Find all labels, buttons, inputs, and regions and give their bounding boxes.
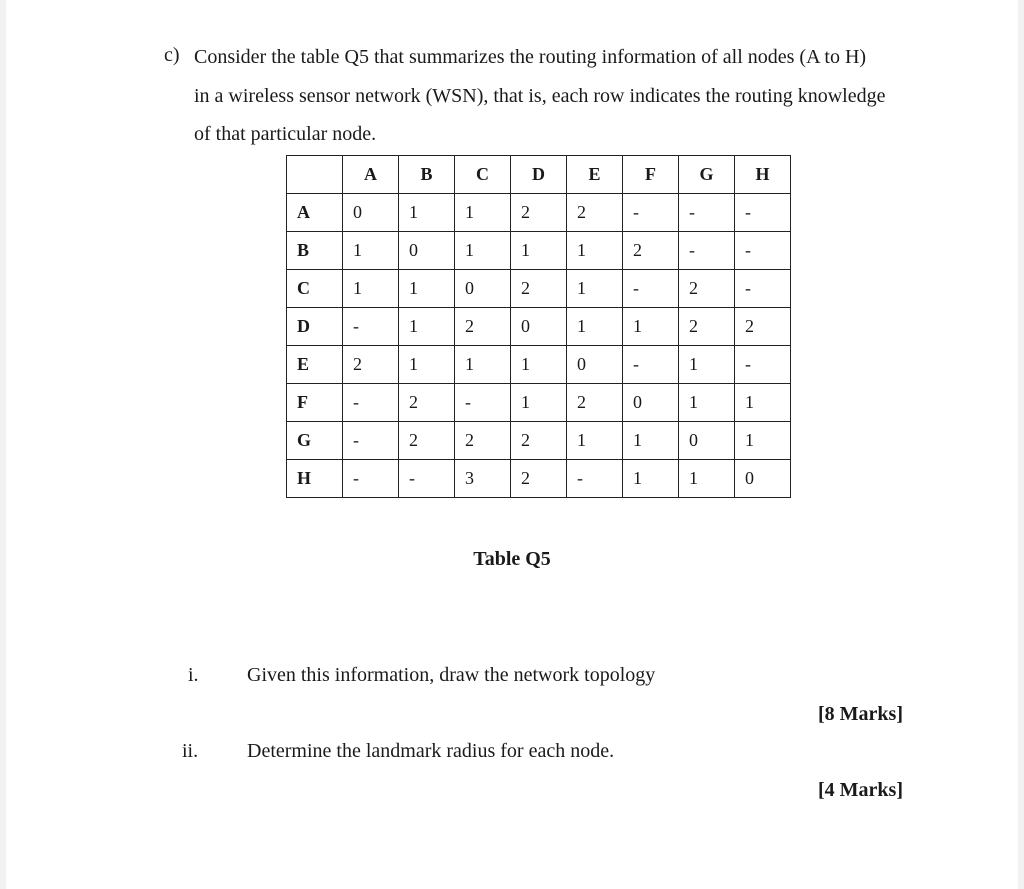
table-cell: - (735, 346, 791, 384)
question-label: c) (164, 44, 180, 66)
table-cell: 1 (679, 384, 735, 422)
column-header: E (567, 156, 623, 194)
routing-table (286, 155, 791, 498)
table-cell: 0 (735, 460, 791, 498)
table-cell: 3 (455, 460, 511, 498)
table-cell: 2 (567, 384, 623, 422)
table-cell: - (455, 384, 511, 422)
table-cell: - (679, 194, 735, 232)
question-line: Consider the table Q5 that summarizes the routing information of all nodes (A to H) (194, 46, 867, 68)
table-header-row (287, 156, 791, 194)
table-cell: - (399, 460, 455, 498)
table-cell: 1 (623, 460, 679, 498)
table-row (287, 270, 791, 308)
table-cell: 1 (399, 308, 455, 346)
column-header: G (679, 156, 735, 194)
table-cell: 1 (343, 232, 399, 270)
table-cell: - (343, 460, 399, 498)
table-cell: 2 (511, 270, 567, 308)
marks-label: [8 Marks] (818, 703, 903, 725)
row-header: F (287, 384, 343, 422)
table-cell: 1 (399, 270, 455, 308)
table-cell: 1 (735, 384, 791, 422)
table-cell: - (623, 346, 679, 384)
table-cell: 2 (399, 384, 455, 422)
table-cell: 1 (511, 232, 567, 270)
table-row (287, 194, 791, 232)
column-header: H (735, 156, 791, 194)
table-cell: 1 (455, 346, 511, 384)
table-cell: 1 (679, 346, 735, 384)
table-cell: 2 (679, 270, 735, 308)
table-cell: 2 (679, 308, 735, 346)
table-cell: - (735, 232, 791, 270)
table-cell: - (343, 422, 399, 460)
table-cell: - (567, 460, 623, 498)
table-cell: 2 (735, 308, 791, 346)
table-cell: 0 (399, 232, 455, 270)
table-cell: 2 (511, 194, 567, 232)
table-cell: 2 (623, 232, 679, 270)
table-cell: 2 (343, 346, 399, 384)
row-header: G (287, 422, 343, 460)
table-cell: - (679, 232, 735, 270)
table-cell: 1 (511, 346, 567, 384)
table-cell: 1 (455, 232, 511, 270)
column-header: D (511, 156, 567, 194)
table-cell: 1 (623, 308, 679, 346)
row-header: B (287, 232, 343, 270)
subquestion-number: ii. (182, 740, 199, 762)
row-header: E (287, 346, 343, 384)
table-cell: - (623, 270, 679, 308)
row-header: A (287, 194, 343, 232)
subquestion-text: Determine the landmark radius for each node. (247, 740, 615, 762)
row-header: D (287, 308, 343, 346)
table-cell: 2 (399, 422, 455, 460)
table-row (287, 232, 791, 270)
table-row (287, 422, 791, 460)
table-row (287, 308, 791, 346)
table-row (287, 346, 791, 384)
table-cell: 1 (511, 384, 567, 422)
table-cell: - (735, 194, 791, 232)
column-header: B (399, 156, 455, 194)
table-cell: 1 (567, 232, 623, 270)
table-cell: 2 (455, 308, 511, 346)
row-header: H (287, 460, 343, 498)
question-text (194, 38, 964, 154)
table-row (287, 384, 791, 422)
subquestion-text: Given this information, draw the network topology (247, 664, 656, 686)
table-cell: 2 (511, 460, 567, 498)
table-cell: 1 (679, 460, 735, 498)
question-line: of that particular node. (194, 123, 377, 145)
table-cell: - (343, 384, 399, 422)
table-cell: 2 (567, 194, 623, 232)
table-cell: - (343, 308, 399, 346)
table-cell: 2 (455, 422, 511, 460)
table-cell: 1 (455, 194, 511, 232)
column-header: A (343, 156, 399, 194)
table-cell: 0 (343, 194, 399, 232)
table-cell: 0 (679, 422, 735, 460)
table-cell: 0 (511, 308, 567, 346)
table-cell: 0 (567, 346, 623, 384)
table-cell: 1 (623, 422, 679, 460)
table-cell: 0 (623, 384, 679, 422)
question-line: in a wireless sensor network (WSN), that is, each row indicates the routing knowledge (194, 84, 886, 107)
table-cell: 1 (567, 270, 623, 308)
column-header: C (455, 156, 511, 194)
row-header: C (287, 270, 343, 308)
table-cell: - (623, 194, 679, 232)
table-cell: 1 (343, 270, 399, 308)
table-cell: 1 (399, 346, 455, 384)
table-cell: 1 (567, 308, 623, 346)
subquestion-number: i. (188, 664, 199, 686)
table-row (287, 460, 791, 498)
column-header: F (623, 156, 679, 194)
table-cell: 2 (511, 422, 567, 460)
table-cell: 1 (567, 422, 623, 460)
table-cell: - (735, 270, 791, 308)
table-cell: 0 (455, 270, 511, 308)
table-caption: Table Q5 (473, 548, 551, 570)
table-cell: 1 (735, 422, 791, 460)
table-corner-cell (287, 156, 343, 194)
table-cell: 1 (399, 194, 455, 232)
marks-label: [4 Marks] (818, 779, 903, 801)
document-page (6, 0, 1018, 889)
